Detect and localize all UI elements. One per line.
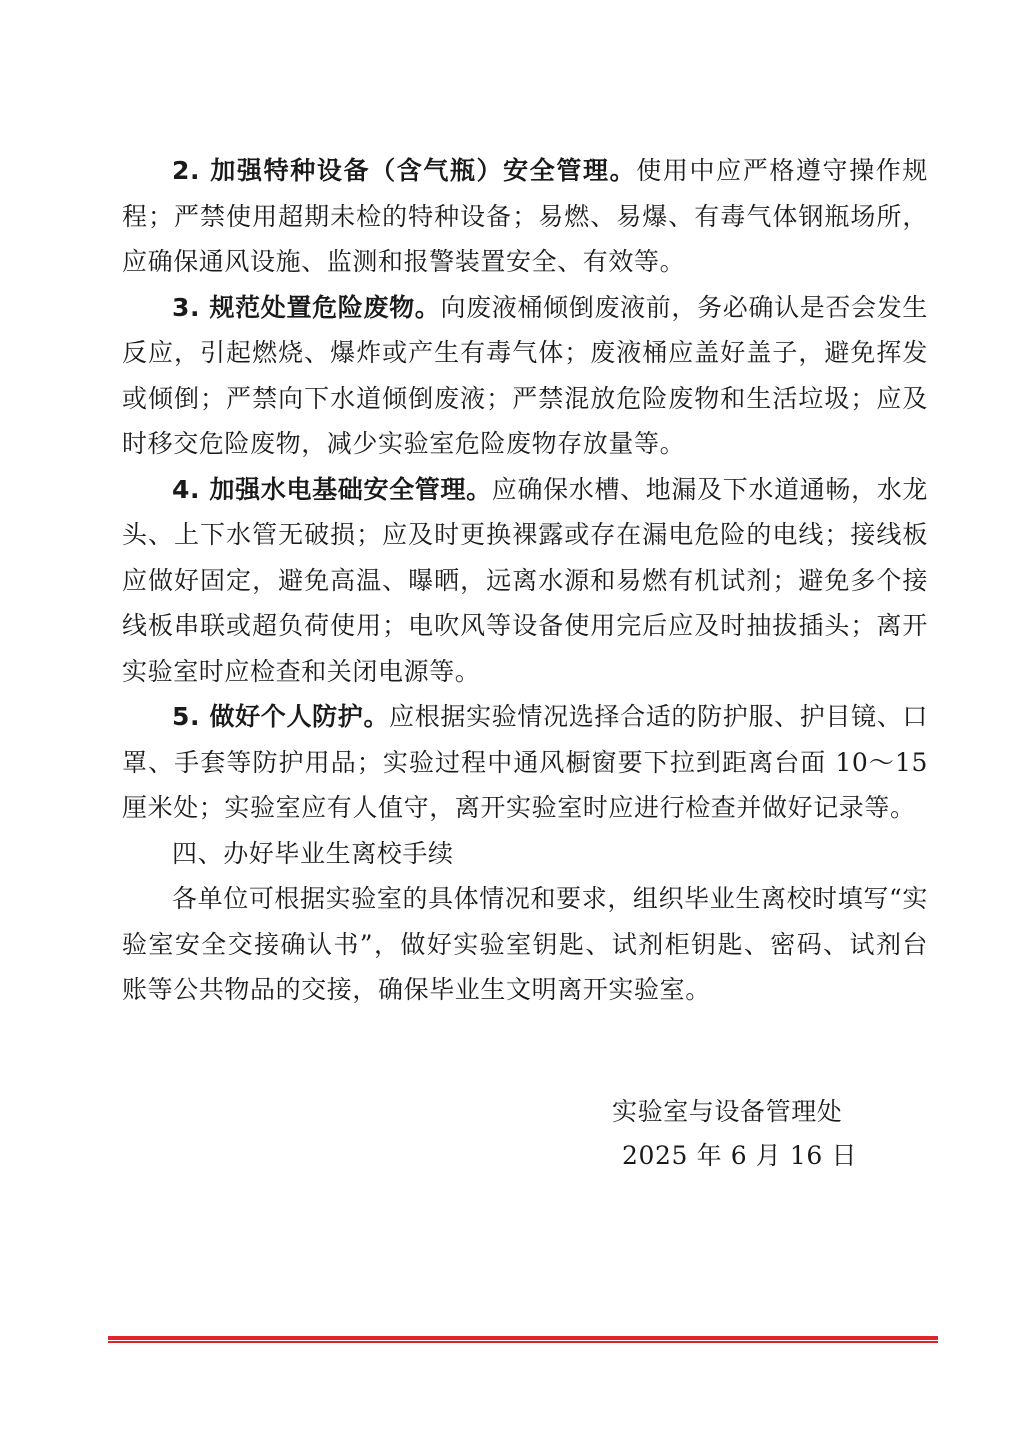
section-heading: 四、办好毕业生离校手续: [172, 838, 454, 868]
item-hazardous-waste: [122, 285, 928, 467]
item-lead: 3. 规范处置危险废物。: [172, 292, 441, 322]
item-personal-protection: [122, 694, 928, 831]
item-text: 向废液桶倾倒废液前，务必确认是否会发生反应，引起燃烧、爆炸或产生有毒气体；废液桶应盖好盖子，避免挥发或倾倒；严禁向下水道倾倒废液；严禁混放危险废物和生活垃圾；应及时移交危险废物，减少实验室危险废物存放量等。: [122, 292, 929, 458]
footer-red-rule: [108, 1336, 938, 1344]
signature-block: [612, 1090, 857, 1178]
item-special-equipment: [122, 148, 928, 285]
signature-date: 2025 年 6 月 16 日: [622, 1141, 858, 1170]
footer-rule-thin-line: [108, 1341, 938, 1343]
item-text: 应根据实验情况选择合适的防护服、护目镜、口罩、手套等防护用品；实验过程中通风橱窗要下拉到距离台面 10～15 厘米处；实验室应有人值守，离开实验室时应进行检查并做好记录等。: [122, 702, 928, 822]
item-text: 使用中应严格遵守操作规程；严禁使用超期未检的特种设备；易燃、易爆、有毒气体钢瓶场所，应确保通风设施、监测和报警装置安全、有效等。: [122, 156, 928, 276]
signature-org: 实验室与设备管理处: [612, 1097, 843, 1126]
document-body: [122, 148, 928, 1013]
item-lead: 4. 加强水电基础安全管理。: [172, 474, 492, 504]
item-water-electricity: [122, 467, 928, 695]
footer-rule-thick-line: [108, 1336, 938, 1340]
item-lead: 2. 加强特种设备（含气瓶）安全管理。: [172, 156, 637, 185]
section-body: 各单位可根据实验室的具体情况和要求，组织毕业生离校时填写“实验室安全交接确认书”，做好实验室钥匙、试剂柜钥匙、密码、试剂台账等公共物品的交接，确保毕业生文明离开实验室。: [122, 884, 928, 1004]
item-lead: 5. 做好个人防护。: [172, 702, 390, 731]
item-text: 应确保水槽、地漏及下水道通畅，水龙头、上下水管无破损；应及时更换裸露或存在漏电危险的电线；接线板应做好固定，避免高温、曝晒，远离水源和易燃有机试剂；避免多个接线板串联或超负荷使用；电吹风等设备使用完后应及时抽拔插头；离开实验室时应检查和关闭电源等。: [122, 474, 929, 686]
